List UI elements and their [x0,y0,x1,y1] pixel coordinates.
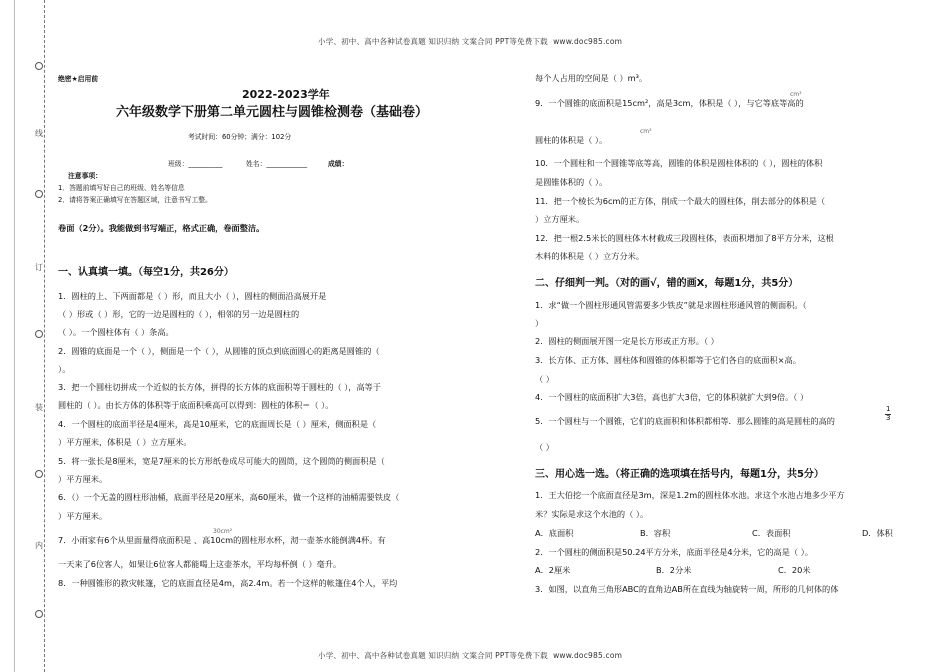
option-b[interactable]: B．2分米 [656,565,692,575]
option-c[interactable]: C．表面积 [752,528,791,538]
option-b[interactable]: B．容积 [640,528,671,538]
question-line: 3．把一个圆柱切拼成一个近似的长方体，拼得的长方体的底面积等于圆柱的（ ），高等于 [58,382,382,392]
binding-hole [35,470,43,478]
neatness-note: 卷面（2分）。我能做到书写端正，格式正确，卷面整洁。 [58,223,265,233]
q7-unit: 30cm² [213,528,233,535]
binding-margin [0,0,48,672]
question-line: 12．把一根2.5米长的圆柱体木材截成三段圆柱体，表面积增加了8平方分米，这根 [535,233,834,243]
header-url[interactable]: www.doc985.com [553,37,623,46]
binding-hole [35,330,43,338]
q9-unit: cm³ [790,91,802,98]
question-line: 2．圆锥的底面是一个（ ），侧面是一个（ ），从圆锥的顶点到底面圆心的距离是圆锥的（ [58,346,380,356]
question-line: 1．王大伯挖一个底面直径是3m，深是1.2m的圆柱体水池。求这个水池占地多少平方 [535,490,845,500]
binding-char: 内 [35,541,43,550]
section3-title: 三、用心选一选。（将正确的选项填在括号内，每题1分，共5分） [535,469,824,480]
binding-char: 订 [35,263,43,272]
fraction-numerator: 1 [886,405,891,413]
binding-hole [35,62,43,70]
question-line: （ ）。一个圆柱体有（ ）条高。 [58,327,174,337]
question-line: ） [535,318,544,328]
binding-hole [35,610,43,618]
question-line: 木料的体积是（ ）立方分米。 [535,251,645,261]
question-line: 3．长方体、正方体、圆柱体和圆锥的体积都等于它们各自的底面积×高。 [535,355,801,365]
option-d[interactable]: D．体积 [862,528,893,538]
q9-unit: cm³ [640,128,652,135]
option-c[interactable]: C．20米 [778,565,811,575]
binding-char: 线 [35,129,43,138]
footer-banner-text: 小学、初中、高中各种试卷真题 知识归纳 文案合同 PPT等免费下载 [318,651,548,660]
class-field[interactable]: 班级：__________ [168,160,223,168]
question-line: （ ） [535,442,554,452]
title-year: 2022-2023学年 [242,88,330,101]
question-line: 1．求“做一个圆柱形通风管需要多少铁皮”就是求圆柱形通风管的侧面积。（ [535,300,807,310]
name-field[interactable]: 姓名：____________ [246,160,308,168]
question-line: ）平方厘米。 [58,511,108,521]
binding-char: 装 [35,403,43,412]
question-line: 7．小雨家有6个从里面量得底面积是 、高10cm的圆柱形水杯，沏一壶茶水能倒满4杯。有 [58,535,386,545]
question-line: 米？实际是求这个水池的（ ）。 [535,509,649,519]
exam-info: 考试时间：60分钟；满分：102分 [188,133,292,141]
question-line: 5．将一张长是8厘米，宽是7厘米的长方形纸卷成尽可能大的圆筒，这个圆筒的侧面积是（ [58,456,385,466]
note-line: 1．答题前填写好自己的班级、姓名等信息 [58,184,185,192]
question-line: 5．一个圆柱与一个圆锥，它们的底面积和体积都相等．那么圆锥的高是圆柱的高的 [535,416,835,426]
question-line: 10．一个圆柱和一个圆锥等底等高，圆锥的体积是圆柱体积的（ ），圆柱的体积 [535,158,823,168]
question-line: 9．一个圆锥的底面积是15cm²，高是3cm，体积是（ ），与它等底等高的 [535,98,804,108]
footer-banner [318,650,622,661]
binding-hole [35,190,43,198]
note-line: 2．请将答案正确填写在答题区域，注意书写工整。 [58,196,212,204]
question-line: 圆柱的（ ）。由长方体的体积等于底面积乘高可以得到：圆柱的体积＝（ ）。 [58,400,334,410]
section1-title: 一、认真填一填。（每空1分，共26分） [58,267,234,278]
question-line: 11．把一个棱长为6cm的正方体，削成一个最大的圆柱体，削去部分的体积是（ [535,196,826,206]
question-line: 2．一个圆柱的侧面积是50.24平方分米，底面半径是4分米，它的高是（ ）。 [535,547,813,557]
question-line: （ ） [535,374,554,384]
fraction [885,406,891,422]
question-line: 4．一个圆柱的底面积扩大3倍，高也扩大3倍，它的体积就扩大到9倍。（ ） [535,392,809,402]
question-line: 一天来了6位客人，如果让6位客人都能喝上这壶茶水，平均每杯倒（ ）毫升。 [58,559,342,569]
question-line: （ ）形或（ ）形，它的一边是圆柱的（ ），相邻的另一边是圆柱的 [58,309,300,319]
notes-title: 注意事项： [68,172,102,180]
header-banner-text: 小学、初中、高中各种试卷真题 知识归纳 文案合同 PPT等免费下载 [318,37,548,46]
question-line: 8．一种圆锥形的救灾帐篷，它的底面直径是4m，高2.4m。若一个这样的帐篷住4个人，平均 [58,578,398,588]
question-line: 是圆锥体积的（ ）。 [535,177,608,187]
option-a[interactable]: A．2厘米 [535,565,571,575]
fraction-denominator: 3 [886,413,891,422]
question-line: ）平方厘米，体积是（ ）立方厘米。 [58,437,192,447]
option-a[interactable]: A．底面积 [535,528,574,538]
question-line: 4．一个圆柱的底面半径是4厘米，高是10厘米，它的底面周长是（ ）厘米，侧面积是（ [58,419,377,429]
binding-line-outer [14,0,15,672]
question-line: 每个人占用的空间是（ ）m³。 [535,73,648,83]
question-line: ）平方厘米。 [58,474,108,484]
question-line: ）。 [58,364,71,374]
page-title: 六年级数学下册第二单元圆柱与圆锥检测卷（基础卷） [116,105,429,120]
question-line: 圆柱的体积是（ ）。 [535,135,608,145]
question-line: 1．圆柱的上、下两面都是（ ）形，而且大小（ ），圆柱的侧面沿高展开是 [58,291,327,301]
question-line: 6．（）一个无盖的圆柱形油桶，底面半径是20厘米，高60厘米，做一个这样的油桶需要铁皮（ [58,492,400,502]
score-field[interactable]: 成绩： [328,160,349,168]
question-line: 3．如图，以直角三角形ABC的直角边AB所在直线为轴旋转一周，所形的几何体的体 [535,584,839,594]
binding-line-dashed [44,0,45,672]
section2-title: 二、仔细判一判。（对的画√，错的画X，每题1分，共5分） [535,278,799,289]
secret-label: 绝密★启用前 [58,75,99,83]
footer-url[interactable]: www.doc985.com [553,651,623,660]
question-line: 2．圆柱的侧面展开图一定是长方形或正方形。（ ） [535,336,719,346]
question-line: ）立方厘米。 [535,214,585,224]
header-banner [318,36,622,47]
